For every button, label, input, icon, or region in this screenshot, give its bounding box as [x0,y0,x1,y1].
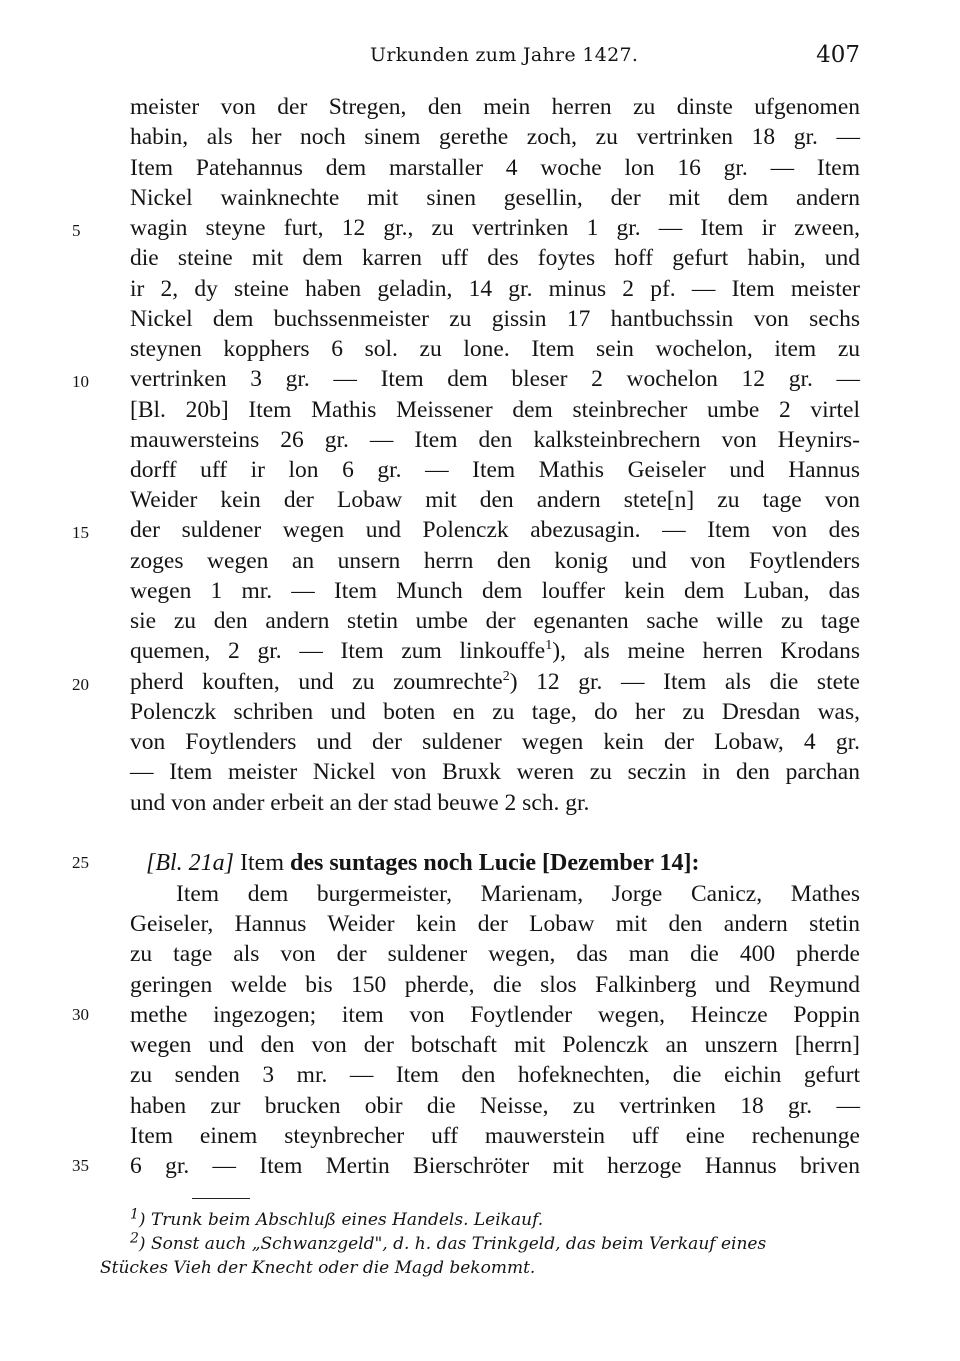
text-line: dorff uff ir lon 6 gr. — Item Mathis Geiseler und Hannus [130,457,860,483]
folio-reference: [Bl. 21a] [146,850,235,876]
text-line: sie zu den andern stetin umbe der egenanten sache wille zu tage [130,608,860,634]
text-line: mauwersteins 26 gr. — Item den kalksteinbrechern von Heynirs- [130,427,860,453]
text-line: Geiseler, Hannus Weider kein der Lobaw mit den andern stetin [130,911,860,937]
text-line: Item einem steynbrecher uff mauwerstein uff eine rechenunge [130,1123,860,1149]
footnote-ref-1: 1 [545,638,553,654]
footnote-text: Trunk beim Abschluß eines Handels. Leikauf. [150,1210,544,1230]
heading-item: Item [240,850,284,876]
page-number: 407 [816,42,860,68]
footnote-marker: 2 [130,1230,139,1247]
heading-title: des suntages noch Lucie [290,850,537,876]
text-line: die steine mit dem karren uff des foytes hoff gefurt habin, und [130,245,860,271]
text-line: Item dem burgermeister, Marienam, Jorge Canicz, Mathes [176,881,860,907]
text-line: wagin steyne furt, 12 gr., zu vertrinken 1 gr. — Item ir zween, [130,215,860,241]
text-line: Polenczk schriben und boten en zu tage, do her zu Dresdan was, [130,699,860,725]
line-number-15: 15 [72,523,89,542]
line-number-30: 30 [72,1005,89,1024]
line-number-10: 10 [72,372,89,391]
text-line: zoges wegen an unsern herrn den konig und von Foytlenders [130,548,860,574]
text-line: Nickel wainknechte mit sinen gesellin, der mit dem andern [130,185,860,211]
heading-date: [Dezember 14]: [542,850,700,876]
line-number-25: 25 [72,853,89,872]
footnote-separator [192,1198,250,1199]
text-line: und von ander erbeit an der stad beuwe 2 sch. gr. [130,790,590,816]
line-text: ), als meine herren Krodans [552,638,860,664]
footnote-text: Sonst auch „Schwanzgeld", d. h. das Trinkgeld, das beim Verkauf eines [150,1234,767,1254]
line-text: pherd kouften, und zu zoumrechte [130,669,503,695]
text-line: wegen und den von der botschaft mit Polenczk an unszern [herrn] [130,1032,860,1058]
text-line: methe ingezogen; item von Foytlender wegen, Heincze Poppin [130,1002,860,1028]
text-line: der suldener wegen und Polenczk abezusagin. — Item von des [130,517,860,543]
text-line: — Item meister Nickel von Bruxk weren zu seczin in den parchan [130,759,860,785]
text-line: von Foytlenders und der suldener wegen kein der Lobaw, 4 gr. [130,729,860,755]
section-heading [130,848,860,878]
footnote-ref-2: 2 [502,669,510,685]
text-line: steynen kopphers 6 sol. zu lone. Item sein wochelon, item zu [130,336,860,362]
text-line: haben zur brucken obir die Neisse, zu vertrinken 18 gr. — [130,1093,860,1119]
text-line: [Bl. 20b] Item Mathis Meissener dem steinbrecher umbe 2 virtel [130,397,860,423]
line-number-20: 20 [72,675,89,694]
text-line: wegen 1 mr. — Item Munch dem louffer kein dem Luban, das [130,578,860,604]
text-line: zu senden 3 mr. — Item den hofeknechten, die eichin gefurt [130,1062,860,1088]
text-line: Weider kein der Lobaw mit den andern stete[n] zu tage von [130,487,860,513]
line-number-35: 35 [72,1156,89,1175]
text-line: vertrinken 3 gr. — Item dem bleser 2 wochelon 12 gr. — [130,366,860,392]
footnote-1: $^1$) Trunk beim Abschluß eines Handels. Leikauf. [130,1206,544,1230]
text-line: 6 gr. — Item Mertin Bierschröter mit herzoge Hannus briven [130,1153,860,1179]
text-line: geringen welde bis 150 pherde, die slos Falkinberg und Reymund [130,972,860,998]
text-line [130,667,860,697]
line-text: quemen, 2 gr. — Item zum linkouffe [130,638,546,664]
footnote-2: $^2$) Sonst auch „Schwanzgeld", d. h. das Trinkgeld, das beim Verkauf eines [130,1230,767,1254]
text-line: Item Patehannus dem marstaller 4 woche lon 16 gr. — Item [130,155,860,181]
text-line: ir 2, dy steine haben geladin, 14 gr. minus 2 pf. — Item meister [130,276,860,302]
line-text: ) 12 gr. — Item als die stete [509,669,860,695]
running-head: Urkunden zum Jahre 1427. [370,44,639,66]
text-line: Nickel dem buchssenmeister zu gissin 17 hantbuchssin von sechs [130,306,860,332]
text-line: meister von der Stregen, den mein herren zu dinste ufgenomen [130,94,860,120]
text-line: zu tage als von der suldener wegen, das man die 400 pherde [130,941,860,967]
text-line [130,636,860,666]
footnote-marker: 1 [130,1206,139,1223]
line-number-5: 5 [72,221,81,240]
text-line: habin, als her noch sinem gerethe zoch, zu vertrinken 18 gr. — [130,124,860,150]
footnote-2-continued: Stückes Vieh der Knecht oder die Magd bekommt. [100,1258,536,1278]
